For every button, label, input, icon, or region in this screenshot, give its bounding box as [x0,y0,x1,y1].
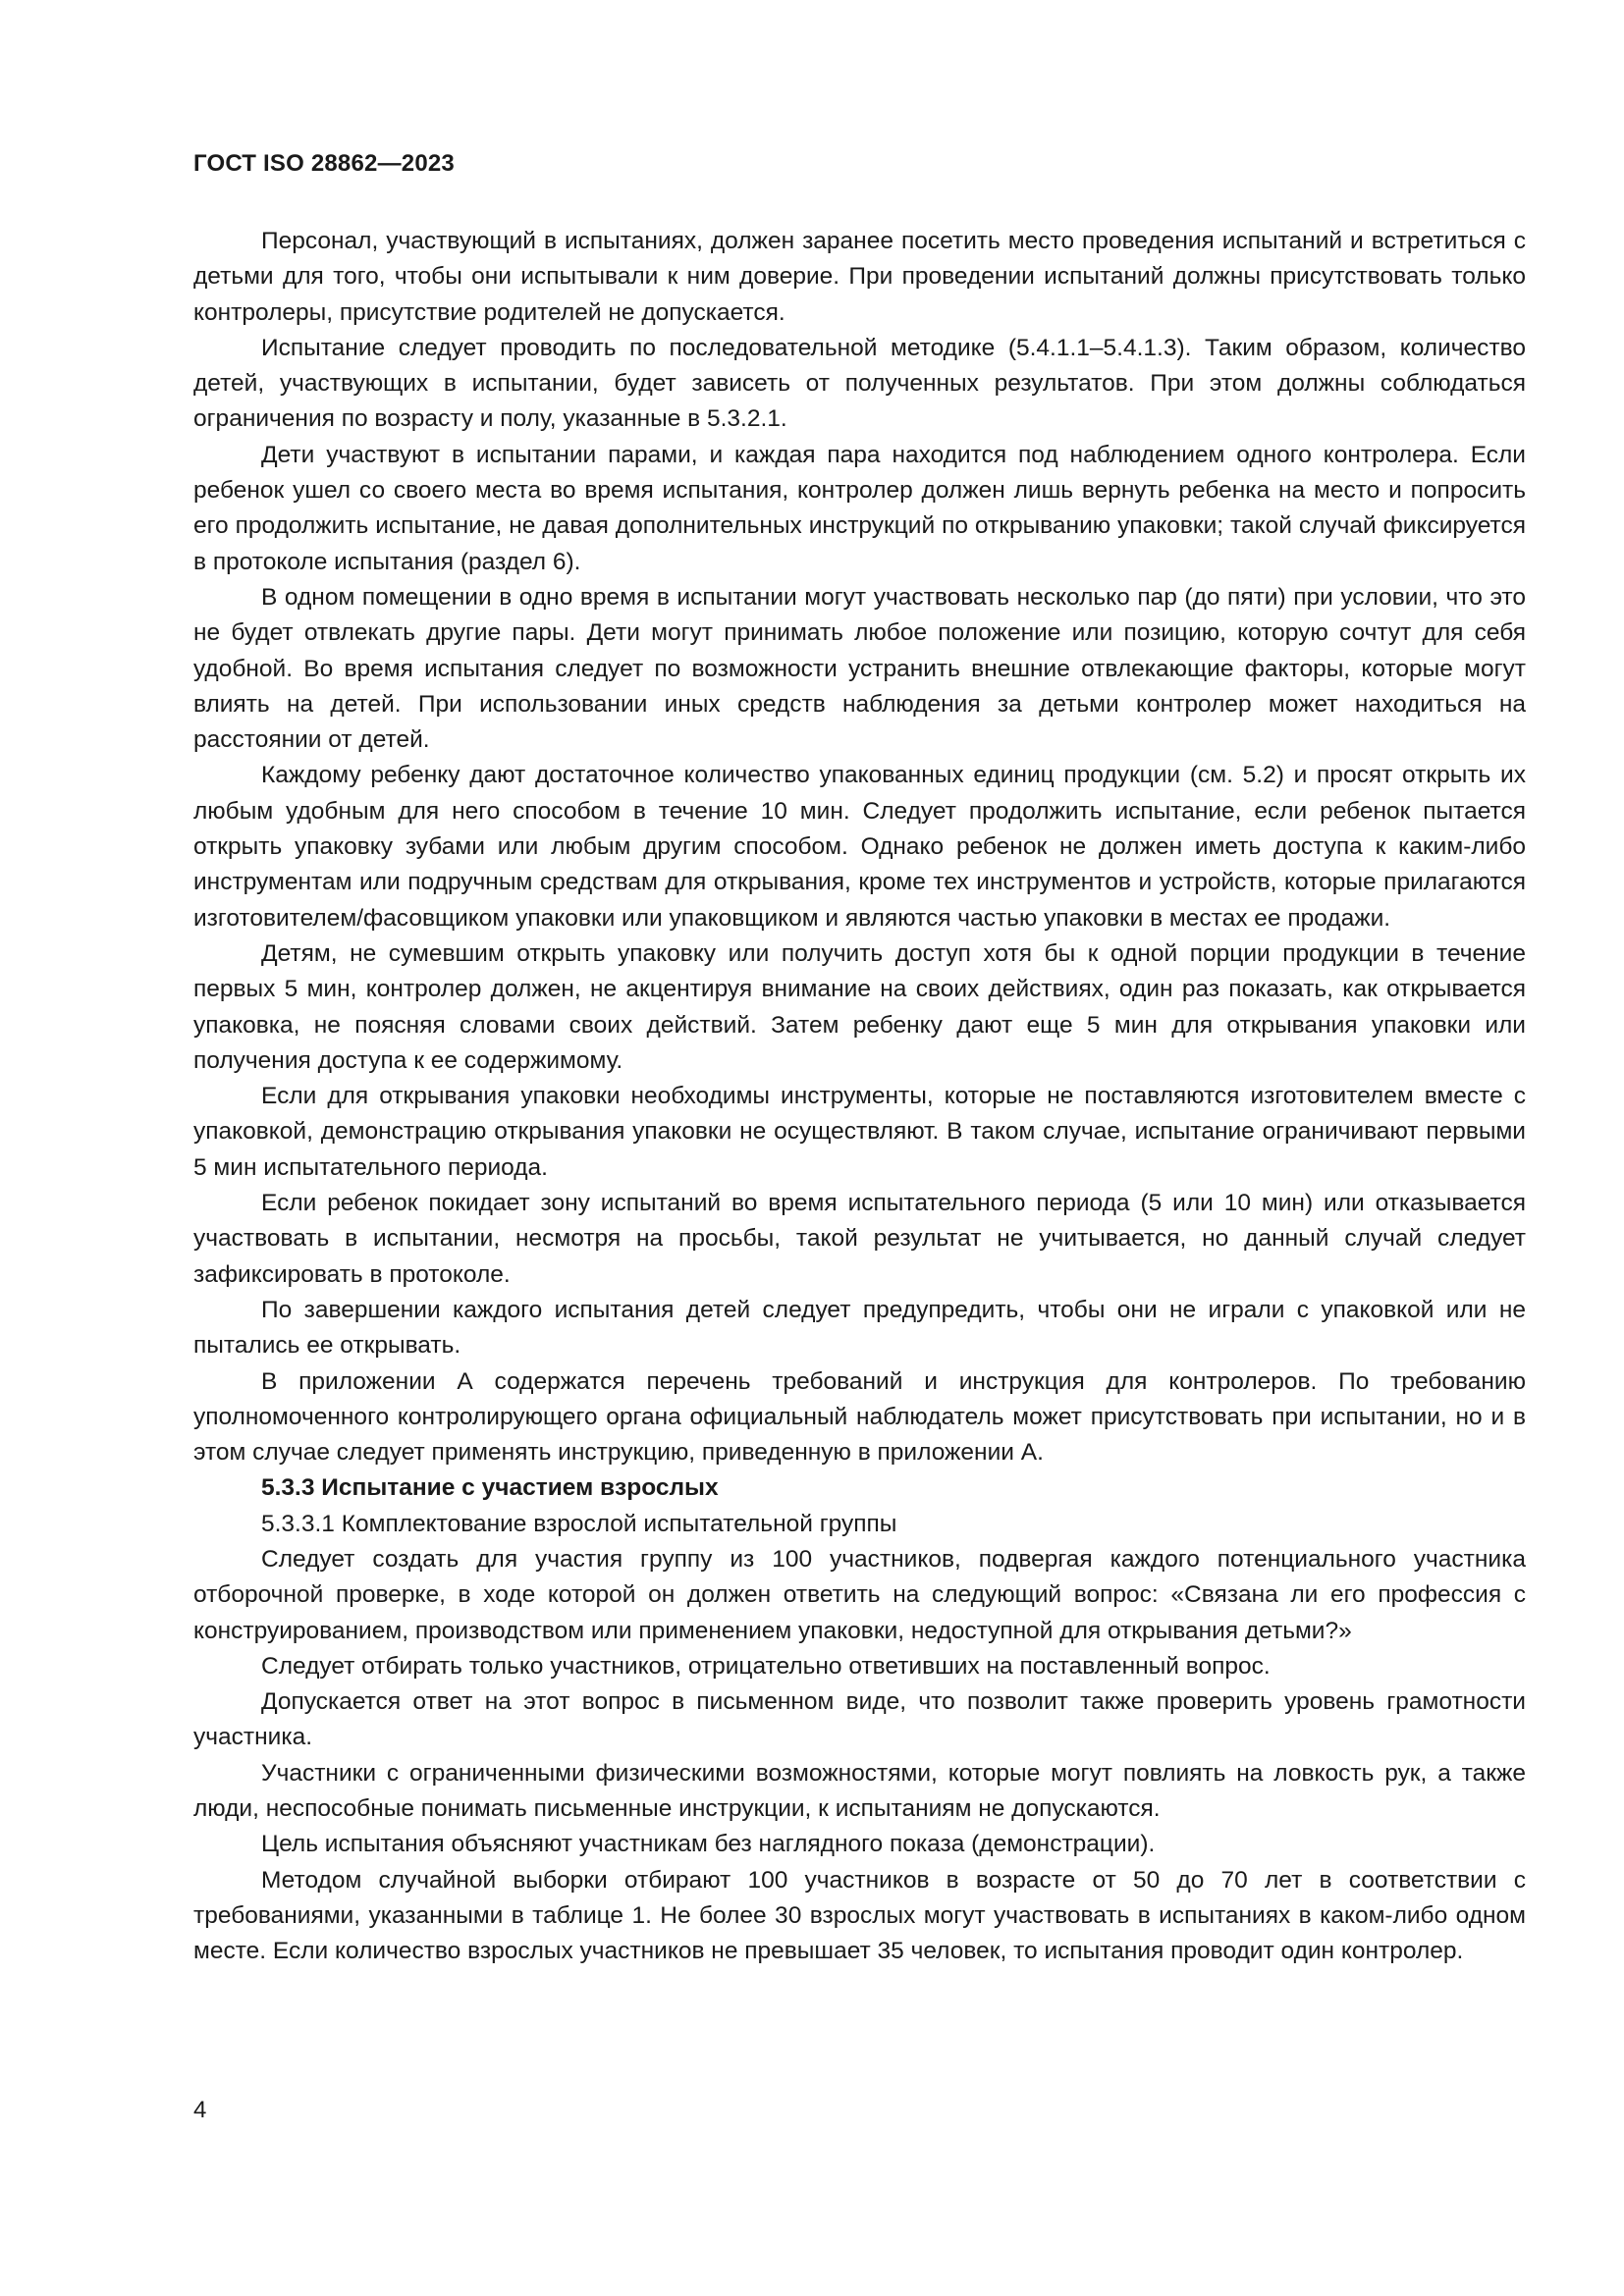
paragraph: Если для открывания упаковки необходимы инструменты, которые не поставляются изготовителем вместе с упаковкой, демонстрацию открывания упаковки не осуществляют. В таком случае, испытание ограничивают первыми 5 мин испытательного периода. [193,1083,1526,1181]
paragraph: Дети участвуют в испытании парами, и каждая пара находится под наблюдением одного контролера. Если ребенок ушел со своего места во время испытания, контролер должен лишь вернуть ребенка на место и попросить его продолжить испытание, не давая дополнительных инструкций по открыванию упаковки; такой случай фиксируется в протоколе испытания (раздел 6). [193,441,1526,575]
paragraph: Цель испытания объясняют участникам без наглядного показа (демонстрации). [261,1831,1156,1858]
paragraph: Испытание следует проводить по последовательной методике (5.4.1.1–5.4.1.3). Таким образом, количество детей, участвующих в испытании, будет зависеть от полученных результатов. При этом должны соблюдаться ограничения по возрасту и полу, указанные в 5.3.2.1. [193,334,1526,433]
section-heading: 5.3.3 Испытание с участием взрослых [261,1474,719,1502]
paragraph: Участники с ограниченными физическими возможностями, которые могут повлиять на ловкость рук, а также люди, неспособные понимать письменные инструкции, к испытаниям не допускаются. [193,1759,1526,1823]
document-header: ГОСТ ISO 28862—2023 [193,150,455,177]
paragraph: В приложении А содержатся перечень требований и инструкция для контролеров. По требованию уполномоченного контролирующего органа официальный наблюдатель может присутствовать при испытании, но и в этом случае следует применять инструкцию, приведенную в приложении А. [193,1367,1526,1467]
body-text [193,224,1526,1970]
paragraph: Если ребенок покидает зону испытаний во время испытательного периода (5 или 10 мин) или отказывается участвовать в испытании, несмотря на просьбы, такой результат не учитывается, но данный случай следует зафиксировать в протоколе. [193,1190,1526,1288]
paragraph: Детям, не сумевшим открыть упаковку или получить доступ хотя бы к одной порции продукции в течение первых 5 мин, контролер должен, не акцентируя внимание на своих действиях, один раз показать, как открывается упаковка, не поясняя словами своих действий. Затем ребенку дают еще 5 мин для открывания упаковки или получения доступа к ее содержимому. [193,939,1526,1074]
page-number: 4 [193,2097,207,2123]
paragraph: Допускается ответ на этот вопрос в письменном виде, что позволит также проверить уровень грамотности участника. [193,1688,1526,1751]
paragraph: По завершении каждого испытания детей следует предупредить, чтобы они не играли с упаковкой или не пытались ее открывать. [193,1296,1526,1360]
subsection-heading: 5.3.3.1 Комплектование взрослой испытательной группы [261,1510,897,1537]
paragraph: В одном помещении в одно время в испытании могут участвовать несколько пар (до пяти) при условии, что это не будет отвлекать другие пары. Дети могут принимать любое положение или позицию, которую сочтут для себя удобной. Во время испытания следует по возможности устранить внешние отвлекающие факторы, которые могут влиять на детей. При использовании иных средств наблюдения за детьми контролер может находиться на расстоянии от детей. [193,583,1526,754]
paragraph: Персонал, участвующий в испытаниях, должен заранее посетить место проведения испытаний и встретиться с детьми для того, чтобы они испытывали к ним доверие. При проведении испытаний должны присутствовать только контролеры, присутствие родителей не допускается. [193,228,1526,326]
paragraph: Следует отбирать только участников, отрицательно ответивших на поставленный вопрос. [261,1652,1271,1680]
paragraph: Каждому ребенку дают достаточное количество упакованных единиц продукции (см. 5.2) и просят открыть их любым удобным для него способом в течение 10 мин. Следует продолжить испытание, если ребенок пытается открыть упаковку зубами или любым другим способом. Однако ребенок не должен иметь доступа к каким-либо инструментам или подручным средствам для открывания, кроме тех инструментов и устройств, которые прилагаются изготовителем/фасовщиком упаковки или упаковщиком и являются частью упаковки в местах ее продажи. [193,762,1526,932]
paragraph: Следует создать для участия группу из 100 участников, подвергая каждого потенциального участника отборочной проверке, в ходе которой он должен ответить на следующий вопрос: «Связана ли его профессия с конструированием, производством или применением упаковки, недоступной для открывания детьми?» [193,1545,1526,1644]
paragraph: Методом случайной выборки отбирают 100 участников в возрасте от 50 до 70 лет в соответствии с требованиями, указанными в таблице 1. Не более 30 взрослых могут участвовать в испытаниях в каком-либо одном месте. Если количество взрослых участников не превышает 35 человек, то испытания проводит один контролер. [193,1866,1526,1965]
